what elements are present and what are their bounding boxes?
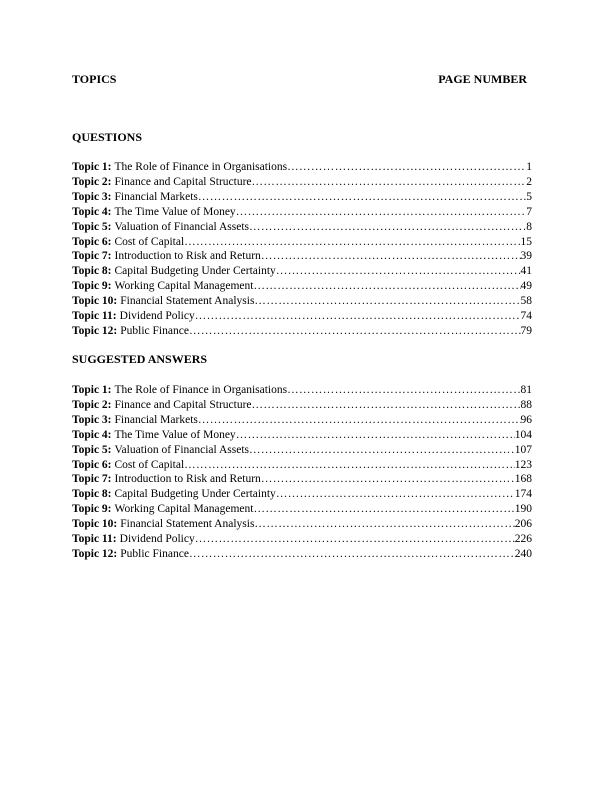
- topic-label: Topic 9:: [72, 503, 112, 516]
- topic-label: Topic 10:: [72, 518, 118, 531]
- page-number: 74: [520, 310, 532, 323]
- topic-label: Topic 5:: [72, 443, 112, 456]
- toc-entry[interactable]: [72, 205, 532, 220]
- page-number: 79: [520, 324, 532, 337]
- topic-title: Cost of Capital: [114, 235, 185, 248]
- contents-header: [72, 72, 527, 86]
- toc-entry[interactable]: [72, 235, 532, 250]
- toc-entry[interactable]: [72, 175, 532, 190]
- page-number: 123: [514, 458, 532, 471]
- topic-label: Topic 2:: [72, 175, 112, 188]
- page-number: 190: [514, 503, 532, 516]
- contents-page: [72, 0, 532, 792]
- page-number: 104: [514, 428, 532, 441]
- dot-leader: [184, 458, 515, 473]
- topic-label: Topic 9:: [72, 280, 112, 293]
- toc-entry[interactable]: [72, 279, 532, 294]
- dot-leader: [236, 205, 527, 220]
- toc-entry[interactable]: [72, 264, 532, 279]
- topic-title: The Time Value of Money: [114, 428, 236, 441]
- page-number: 2: [526, 175, 532, 188]
- dot-leader: [195, 532, 515, 547]
- suggested-answers-heading: SUGGESTED ANSWERS: [72, 352, 208, 366]
- page-number: 15: [520, 235, 532, 248]
- dot-leader: [261, 472, 515, 487]
- topic-label: Topic 12:: [72, 547, 118, 560]
- topic-title: Finance and Capital Structure: [114, 175, 252, 188]
- dot-leader: [254, 517, 514, 532]
- dot-leader: [252, 398, 521, 413]
- dot-leader: [276, 264, 521, 279]
- topic-label: Topic 11:: [72, 533, 117, 546]
- dot-leader: [249, 220, 526, 235]
- topic-title: Financial Markets: [114, 413, 198, 426]
- page-number: 1: [526, 161, 532, 173]
- topic-title: Capital Budgeting Under Certainty: [114, 488, 276, 501]
- topic-label: Topic 10:: [72, 295, 118, 308]
- page-number: 58: [520, 295, 532, 308]
- topic-label: Topic 1:: [72, 384, 112, 396]
- topic-title: Cost of Capital: [114, 458, 185, 471]
- topic-title: The Role of Finance in Organisations: [114, 161, 288, 173]
- dot-leader: [261, 249, 521, 264]
- topic-title: Working Capital Management: [114, 503, 254, 516]
- toc-entry[interactable]: [72, 517, 532, 532]
- page-number: 240: [514, 547, 532, 560]
- toc-entry[interactable]: [72, 413, 532, 428]
- page-number: 5: [526, 190, 532, 203]
- topic-title: Public Finance: [120, 324, 189, 337]
- topic-label: Topic 6:: [72, 235, 112, 248]
- topic-label: Topic 6:: [72, 458, 112, 471]
- page-number: 81: [520, 384, 532, 396]
- topic-title: Introduction to Risk and Return: [114, 250, 261, 263]
- dot-leader: [198, 190, 526, 205]
- page-number: 174: [514, 488, 532, 501]
- dot-leader: [253, 502, 514, 517]
- topic-title: Introduction to Risk and Return: [114, 473, 261, 486]
- toc-entry[interactable]: [72, 472, 532, 487]
- toc-entry[interactable]: [72, 220, 532, 235]
- dot-leader: [253, 279, 520, 294]
- dot-leader: [287, 160, 526, 175]
- toc-entry[interactable]: [72, 324, 532, 339]
- page-number: 8: [526, 220, 532, 233]
- topic-title: Financial Statement Analysis: [120, 295, 255, 308]
- dot-leader: [189, 547, 515, 562]
- page-number: 7: [526, 205, 532, 218]
- toc-entry[interactable]: [72, 249, 532, 264]
- dot-leader: [287, 383, 520, 398]
- topic-label: Topic 8:: [72, 265, 112, 278]
- topic-title: Capital Budgeting Under Certainty: [114, 265, 276, 278]
- topic-label: Topic 2:: [72, 398, 112, 411]
- topic-label: Topic 8:: [72, 488, 112, 501]
- topic-title: The Time Value of Money: [114, 205, 236, 218]
- topic-title: Valuation of Financial Assets: [114, 443, 249, 456]
- toc-entry[interactable]: [72, 190, 532, 205]
- toc-entry[interactable]: [72, 428, 532, 443]
- toc-entry[interactable]: [72, 502, 532, 517]
- page-number: 206: [514, 518, 532, 531]
- topic-title: The Role of Finance in Organisations: [114, 384, 288, 396]
- topic-title: Dividend Policy: [119, 533, 195, 546]
- page-number: 88: [520, 398, 532, 411]
- topic-label: Topic 11:: [72, 310, 117, 323]
- topic-title: Financial Statement Analysis: [120, 518, 255, 531]
- topic-label: Topic 1:: [72, 161, 112, 173]
- page-number: 41: [520, 265, 532, 278]
- topic-label: Topic 3:: [72, 190, 112, 203]
- questions-list: [72, 160, 532, 339]
- topic-label: Topic 3:: [72, 413, 112, 426]
- toc-entry[interactable]: [72, 398, 532, 413]
- topic-title: Working Capital Management: [114, 280, 254, 293]
- toc-entry[interactable]: [72, 160, 532, 175]
- suggested-answers-list: [72, 383, 532, 562]
- page-number: 49: [520, 280, 532, 293]
- toc-entry[interactable]: [72, 309, 532, 324]
- topic-title: Valuation of Financial Assets: [114, 220, 249, 233]
- dot-leader: [189, 324, 521, 339]
- page-number: 39: [520, 250, 532, 263]
- dot-leader: [276, 487, 515, 502]
- toc-entry[interactable]: [72, 532, 532, 547]
- page-number-column-heading: PAGE NUMBER: [438, 72, 527, 86]
- toc-entry[interactable]: [72, 458, 532, 473]
- topic-title: Dividend Policy: [119, 310, 195, 323]
- toc-entry[interactable]: [72, 294, 532, 309]
- topic-label: Topic 4:: [72, 428, 112, 441]
- topic-label: Topic 4:: [72, 205, 112, 218]
- dot-leader: [249, 443, 515, 458]
- toc-entry[interactable]: [72, 443, 532, 458]
- toc-entry[interactable]: [72, 547, 532, 562]
- page-number: 107: [514, 443, 532, 456]
- dot-leader: [236, 428, 515, 443]
- topic-label: Topic 5:: [72, 220, 112, 233]
- toc-entry[interactable]: [72, 487, 532, 502]
- page-number: 168: [514, 473, 532, 486]
- dot-leader: [252, 175, 527, 190]
- dot-leader: [195, 309, 521, 324]
- toc-entry[interactable]: [72, 383, 532, 398]
- page-number: 226: [514, 533, 532, 546]
- dot-leader: [254, 294, 520, 309]
- topic-title: Finance and Capital Structure: [114, 398, 252, 411]
- questions-heading: QUESTIONS: [72, 130, 143, 144]
- topic-label: Topic 7:: [72, 250, 112, 263]
- topic-title: Financial Markets: [114, 190, 198, 203]
- dot-leader: [198, 413, 521, 428]
- topic-label: Topic 12:: [72, 324, 118, 337]
- topics-column-heading: TOPICS: [72, 72, 117, 86]
- topic-label: Topic 7:: [72, 473, 112, 486]
- page-number: 96: [520, 413, 532, 426]
- dot-leader: [184, 235, 520, 250]
- topic-title: Public Finance: [120, 547, 189, 560]
